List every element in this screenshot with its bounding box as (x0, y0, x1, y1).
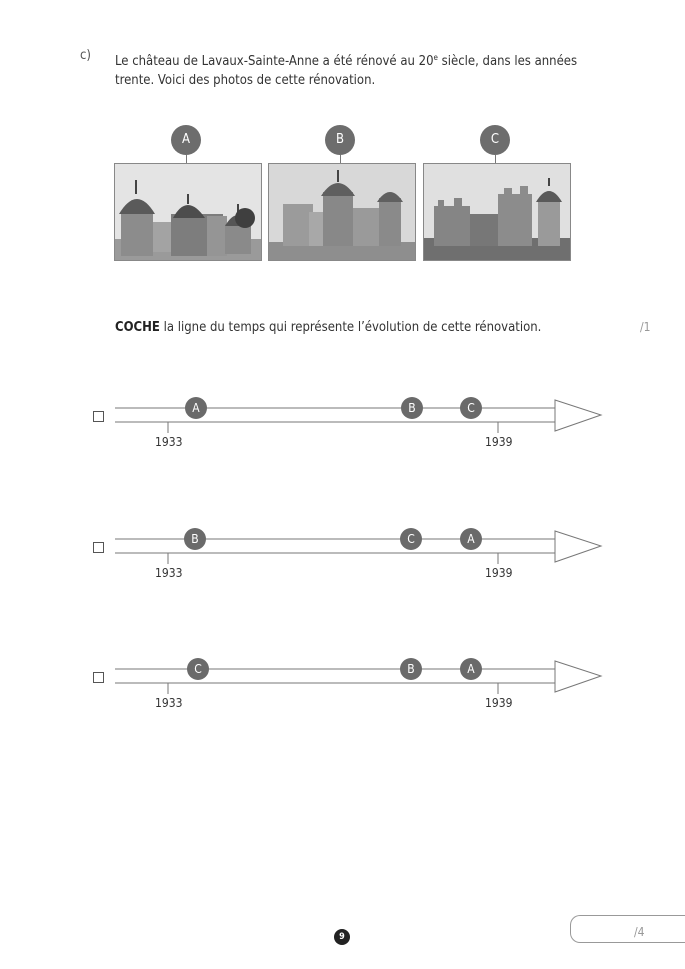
question-text-line2: trente. Voici des photos de cette rénovation. (115, 73, 376, 88)
timeline-3-marker-1: C (187, 658, 209, 680)
timeline-1-end-year: 1939 (485, 435, 513, 449)
castle-image-c (424, 164, 570, 260)
question-label: c) (80, 48, 91, 63)
timeline-2-start-year: 1933 (155, 566, 183, 580)
photo-badge-a: A (171, 125, 201, 155)
timeline-1-marker-3: C (460, 397, 482, 419)
instruction (115, 318, 541, 337)
question-text-part1: Le château de Lavaux-Sainte-Anne a été rénové au 20 (115, 54, 434, 69)
timeline-3-marker-3: A (460, 658, 482, 680)
photo-card-c (423, 125, 571, 263)
instruction-verb: COCHE (115, 320, 160, 335)
timeline-1-marker-1: A (185, 397, 207, 419)
photo-badge-c: C (480, 125, 510, 155)
question-text-part2: siècle, dans les années (437, 54, 578, 69)
century-superscript: e (433, 53, 438, 62)
photo-stem (340, 155, 341, 163)
page-number: 9 (334, 929, 350, 945)
castle-image-a (115, 164, 261, 260)
timeline-2-marker-2: C (400, 528, 422, 550)
photo-stem (495, 155, 496, 163)
timeline-option-1 (85, 395, 605, 455)
chateau-photo-a (114, 163, 262, 261)
question-score: /1 (640, 320, 651, 334)
total-score: /4 (634, 925, 645, 939)
timeline-2-marker-3: A (460, 528, 482, 550)
timeline-3-marker-2: B (400, 658, 422, 680)
chateau-photo-b (268, 163, 416, 261)
timeline-2-end-year: 1939 (485, 566, 513, 580)
timeline-option-3 (85, 656, 605, 716)
photo-card-a (114, 125, 262, 263)
question-text (115, 48, 595, 90)
instruction-text: la ligne du temps qui représente l’évolution de cette rénovation. (159, 320, 542, 335)
total-score-box (570, 915, 685, 943)
photo-stem (186, 155, 187, 163)
chateau-photo-c (423, 163, 571, 261)
timeline-1-start-year: 1933 (155, 435, 183, 449)
timeline-3-end-year: 1939 (485, 696, 513, 710)
timeline-1-marker-2: B (401, 397, 423, 419)
photo-badge-b: B (325, 125, 355, 155)
timeline-2-marker-1: B (184, 528, 206, 550)
castle-image-b (269, 164, 415, 260)
timeline-3-start-year: 1933 (155, 696, 183, 710)
timeline-option-2 (85, 526, 605, 586)
photo-card-b (268, 125, 416, 263)
